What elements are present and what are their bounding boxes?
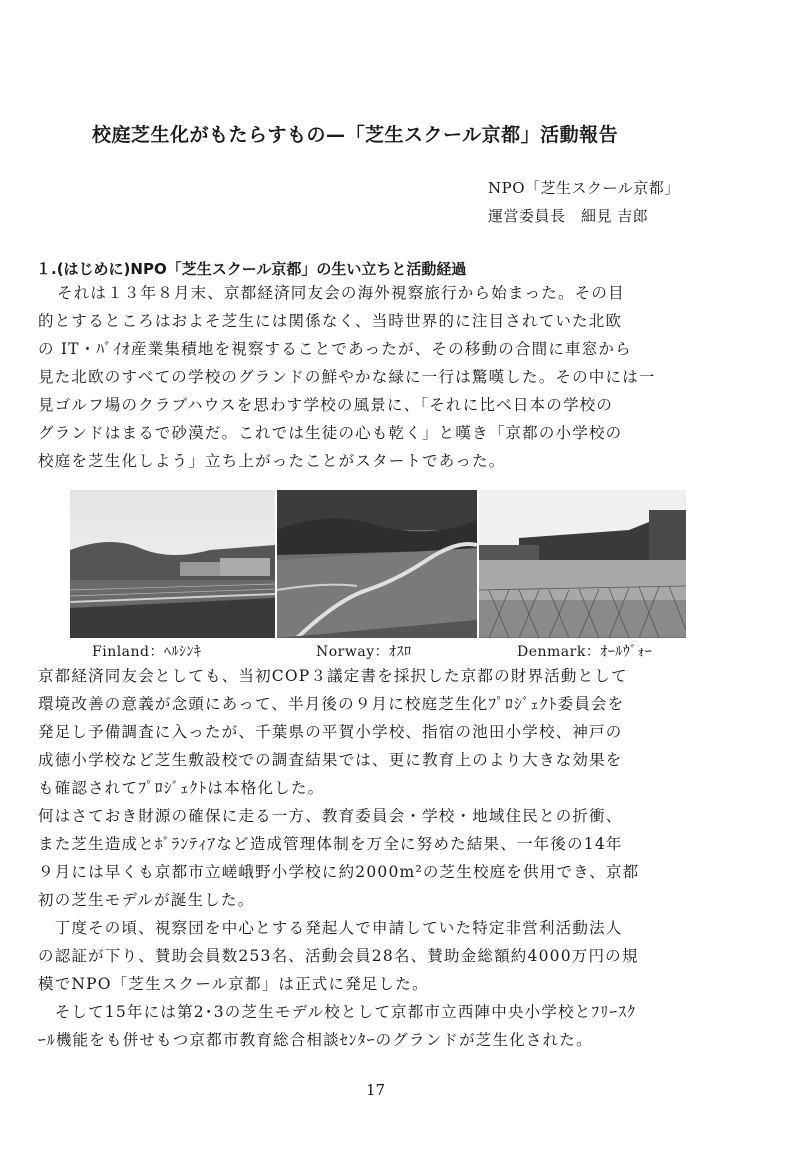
paragraph-line: ９月には早くも京都市立嵯峨野小学校に約2000m²の芝生校庭を供用でき、京都 (38, 863, 640, 881)
paragraph-line: 環境改善の意義が念頭にあって、半月後の９月に校庭芝生化ﾌﾟﾛｼﾞｪｸﾄ委員会を (38, 695, 625, 713)
caption-finland: Finland：ﾍﾙｼﾝｷ (92, 644, 202, 660)
section-heading: １.(はじめに)NPO「芝生スクール京都」の生い立ちと活動経過 (36, 260, 467, 278)
paragraph-line: ｰﾙ機能をも併せもつ京都市教育総合相談ｾﾝﾀｰのグランドが芝生化された。 (38, 1031, 593, 1049)
paragraph-line: それは１３年８月末、京都経済同友会の海外視察旅行から始まった。その目 (57, 284, 625, 302)
paragraph-line: 模でNPO「芝生スクール京都」は正式に発足した。 (38, 975, 429, 993)
paragraph-line: また芝生造成とﾎﾞﾗﾝﾃｨｱなど造成管理体制を万全に努めた結果、一年後の14年 (38, 835, 623, 853)
paragraph-line: 見た北欧のすべての学校のグランドの鮮やかな緑に一行は驚嘆した。その中には一 (38, 368, 656, 386)
paragraph-line: グランドはまるで砂漠だ。これでは生徒の心も乾く」と嘆き「京都の小学校の (38, 424, 623, 442)
caption-denmark: Denmark：ｵｰﾙｳﾞｫｰ (517, 644, 653, 660)
paragraph-line: も確認されてﾌﾟﾛｼﾞｪｸﾄは本格化した。 (38, 779, 325, 797)
paragraph-line: 初の芝生モデルが誕生した。 (38, 891, 255, 909)
paragraph-line: 見ゴルフ場のクラブハウスを思わす学校の風景に、「それに比べ日本の学校の (38, 396, 614, 414)
paragraph-line: 何はさておき財源の確保に走る一方、教育委員会・学校・地域住民との折衝、 (38, 807, 623, 825)
paragraph-line: の認証が下り、賛助会員数253名、活動会員28名、賛助金総額約4000万円の規 (38, 947, 639, 965)
paragraph-line: 成徳小学校など芝生敷設校での調査結果では、更に教育上のより大きな効果を (38, 751, 623, 769)
paragraph-line: 校庭を芝生化しよう」立ち上がったことがスタートであった。 (38, 452, 506, 470)
page-number: 17 (366, 1081, 386, 1099)
caption-norway: Norway：ｵｽﾛ (316, 644, 412, 660)
paragraph-line: 的とするところはおよそ芝生には関係なく、当時世界的に注目されていた北欧 (38, 312, 623, 330)
page-title: 校庭芝生化がもたらすもの—「芝生スクール京都」活動報告 (92, 124, 619, 146)
photo-denmark (479, 490, 686, 638)
paragraph-line: 京都経済同友会としても、当初COP３議定書を採択した京都の財界活動として (38, 667, 628, 685)
paragraph-line: 発足し予備調査に入ったが、千葉県の平賀小学校、指宿の池田小学校、神戸の (38, 723, 623, 741)
paragraph-line: そして15年には第2･3の芝生モデル校として京都市立西陣中央小学校とﾌﾘｰｽｸ (38, 1003, 637, 1021)
paragraph-line: 丁度その頃、視察団を中心とする発起人で申請していた特定非営利活動法人 (38, 919, 623, 937)
photo-norway (277, 490, 477, 638)
photo-strip (70, 490, 686, 638)
paragraph-line: の IT・ﾊﾞｲｵ産業集積地を視察することであったが、その移動の合間に車窓から (38, 340, 632, 358)
author-organization: NPO「芝生スクール京都」 (488, 179, 680, 197)
author-name: 運営委員長 細見 吉郎 (488, 207, 649, 225)
photo-finland (70, 490, 275, 638)
